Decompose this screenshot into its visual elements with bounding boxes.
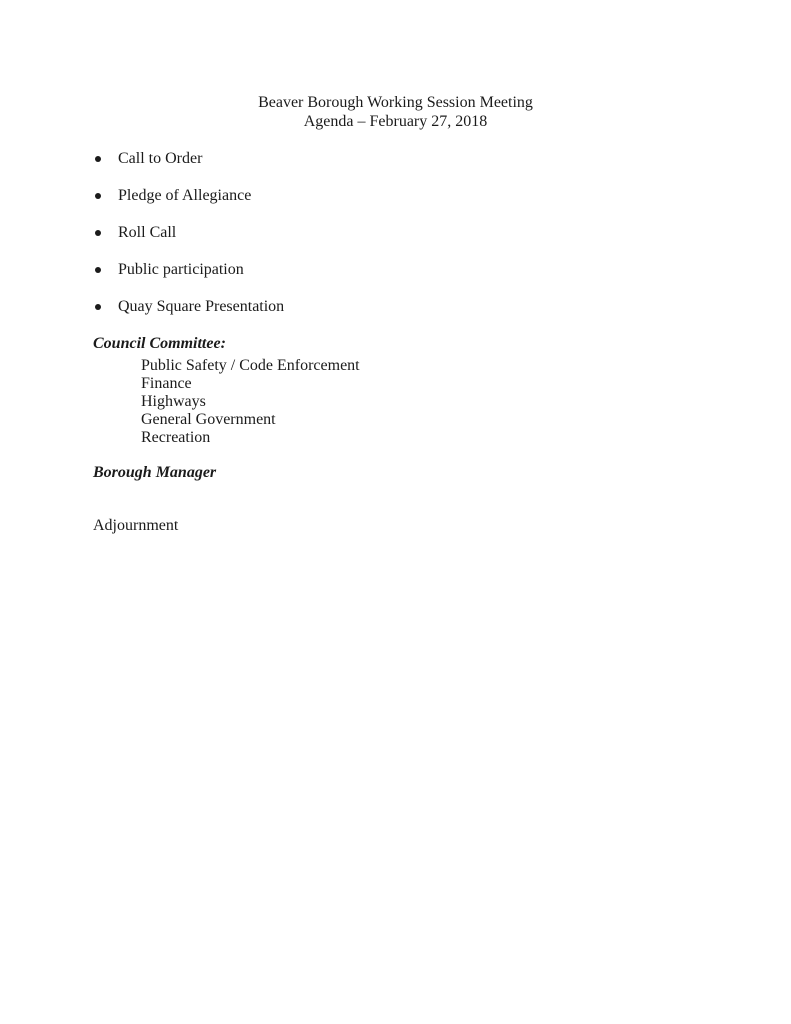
adjournment-text: Adjournment [93, 517, 179, 534]
agenda-item-label: Pledge of Allegiance [118, 187, 252, 204]
council-committee-heading: Council Committee: [93, 335, 226, 352]
bullet-icon [95, 267, 101, 273]
committee-item: Public Safety / Code Enforcement [141, 357, 360, 374]
agenda-item-label: Quay Square Presentation [118, 298, 285, 315]
committee-list [141, 357, 791, 447]
list-item [95, 151, 791, 167]
bullet-icon [95, 156, 101, 162]
borough-manager-heading: Borough Manager [93, 464, 217, 481]
agenda-item-label: Roll Call [118, 224, 177, 241]
agenda-item-label: Call to Order [118, 150, 203, 167]
council-committee-section [93, 336, 791, 447]
bullet-icon [95, 304, 101, 310]
agenda-item-label: Public participation [118, 261, 244, 278]
agenda-list [95, 151, 791, 315]
committee-item: General Government [141, 411, 276, 428]
page-title: Beaver Borough Working Session Meeting [258, 94, 533, 111]
committee-item: Highways [141, 393, 206, 410]
bullet-icon [95, 193, 101, 199]
list-item [95, 225, 791, 241]
page-subtitle: Agenda – February 27, 2018 [303, 113, 488, 130]
document-header [0, 0, 791, 131]
committee-item: Recreation [141, 429, 211, 446]
list-item [95, 188, 791, 204]
bullet-icon [95, 230, 101, 236]
list-item [95, 262, 791, 278]
committee-item: Finance [141, 375, 192, 392]
list-item [95, 299, 791, 315]
